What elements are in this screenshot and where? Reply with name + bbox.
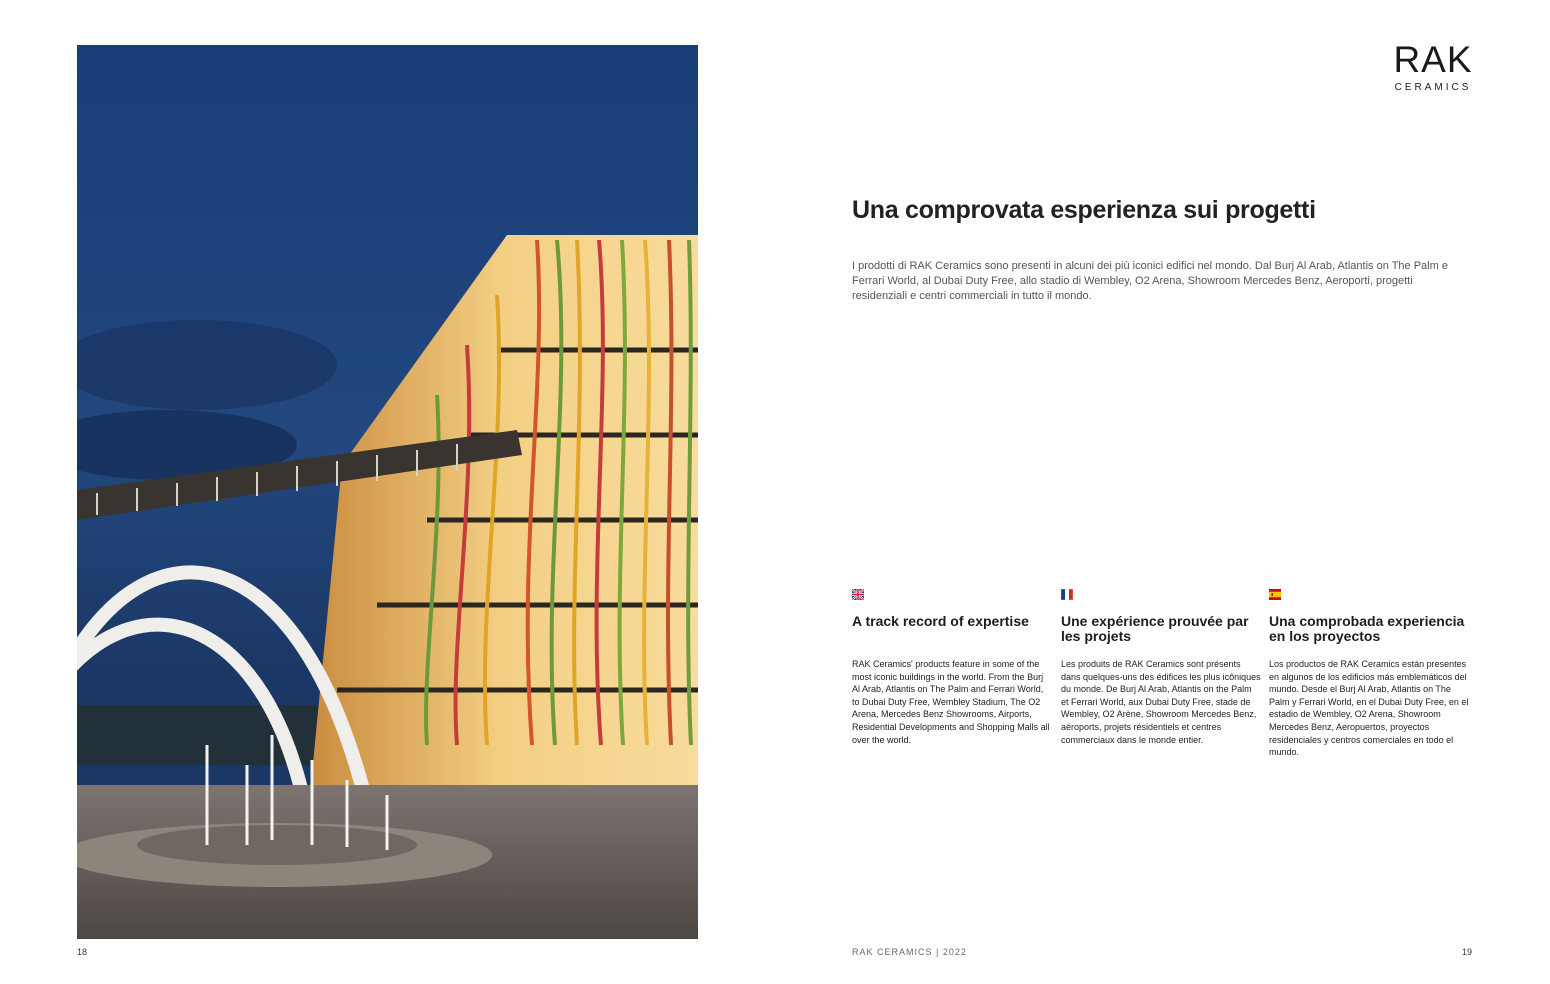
column-body-spanish: Los productos de RAK Ceramics están presentes en algunos de los edificios más emblemáticos del mundo. Desde el Burj Al Arab, Atlantis on The Palm y Ferrari World, en el Dubai Duty Free, en el estadio de Wembley, O2 Arena, Showroom Mercedes Benz, Aeropuertos, proyectos residenciales y centros comerciales en todo el mundo.: [1269, 659, 1469, 758]
logo-wordmark: RAK: [1393, 39, 1473, 80]
building-photo: [77, 45, 698, 939]
uk-flag-icon: [852, 589, 864, 600]
intro-paragraph: I prodotti di RAK Ceramics sono presenti in alcuni dei più iconici edifici nel mondo. Dal Burj Al Arab, Atlantis on The Palm e Ferrari World, al Dubai Duty Free, allo stadio di Wembley, O2 Arena, Showroom Mercedes Benz, Aeroporti, progetti residenziali e centri commerciali in tutto il mondo.: [852, 260, 1448, 302]
column-heading-french: Une expérience prouvée par les projets: [1061, 613, 1249, 644]
column-heading-english: A track record of expertise: [852, 613, 1029, 629]
logo-subtitle: CERAMICS: [1394, 82, 1472, 93]
footer-brand-year: RAK CERAMICS | 2022: [852, 947, 967, 957]
column-body-french: Les produits de RAK Ceramics sont présents dans quelques-uns des édifices les plus icôniques du monde. De Burj Al Arab, Atlantis on the Palm et Ferrari World, aux Dubai Duty Free, stade de Wembley, O2 Arène, Showroom Mercedes Benz, aéroports, projets résidentiels et centres commerciaux dans le monde entier.: [1061, 659, 1261, 745]
column-french: [1061, 589, 1261, 746]
column-heading-spanish: Una comprobada experiencia en los proyectos: [1269, 613, 1465, 644]
page-title: Una comprovata esperienza sui progetti: [852, 196, 1316, 224]
building-illustration: [77, 45, 698, 939]
column-english: [852, 589, 1052, 746]
page-number-right: 19: [1462, 947, 1473, 957]
column-body-english: RAK Ceramics' products feature in some of the most iconic buildings in the world. From the Burj Al Arab, Atlantis on The Palm and Ferrari World, to Dubai Duty Free, Wembley Stadium, The O2 Arena, Mercedes Benz Showrooms, Airports, Residential Developments and Shopping Malls all over the world.: [852, 659, 1050, 745]
spain-flag-icon: [1269, 589, 1281, 600]
page-number-left: 18: [77, 947, 88, 957]
column-spanish: [1269, 589, 1469, 759]
france-flag-icon: [1061, 589, 1073, 600]
rak-ceramics-logo: [1388, 40, 1478, 93]
